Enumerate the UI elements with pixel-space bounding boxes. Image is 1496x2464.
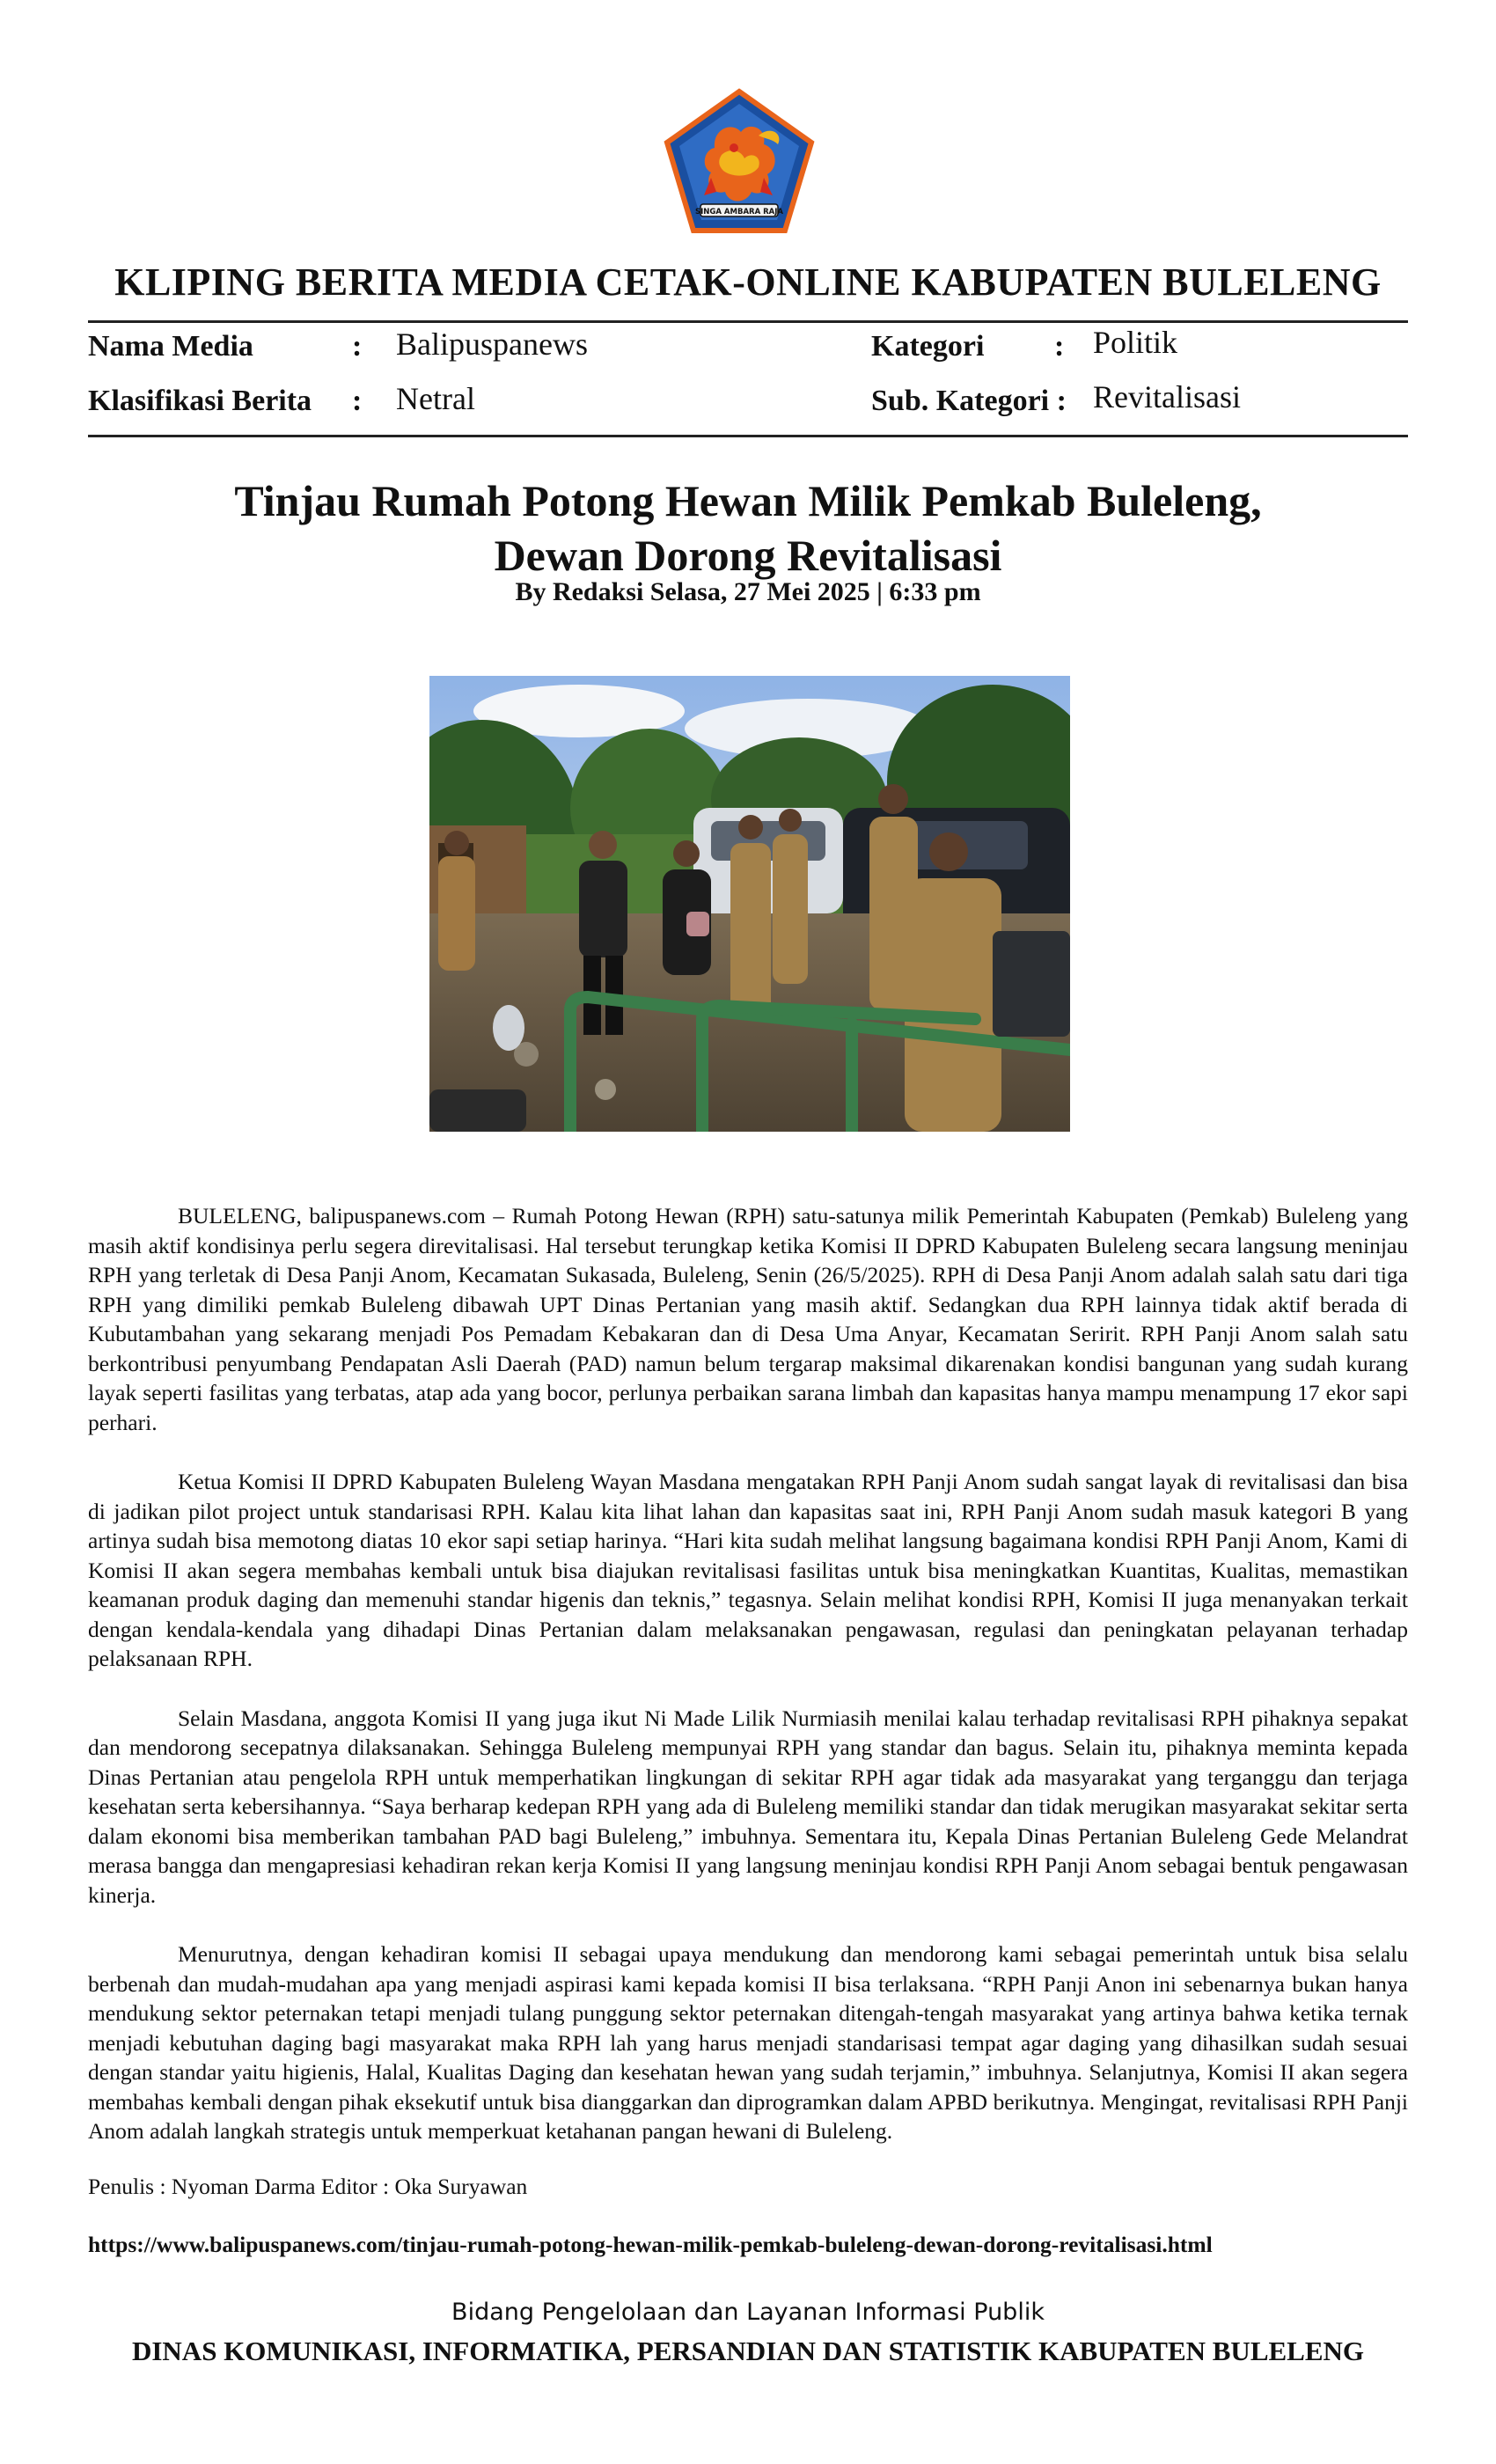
nama-media-colon: : bbox=[352, 330, 363, 363]
article-title-line-2: Dewan Dorong Revitalisasi bbox=[494, 531, 1002, 580]
klasifikasi-value: Netral bbox=[396, 381, 475, 416]
article-paragraph-2: Ketua Komisi II DPRD Kabupaten Buleleng Wayan Masdana mengatakan RPH Panji Anom sudah sangat layak di revitalisasi dan bisa di jadikan pilot project untuk standarisasi RPH. Kalau kita lihat lahan dan kapasitas saat ini, RPH Panji Anom sudah masuk kategori B yang artinya sudah bisa memotong diatas 10 ekor sapi setiap harinya. “Hari kita sudah melihat langsung bagaimana kondisi RPH Panji Anom, Kami di Komisi II akan segera membahas kembali untuk bisa diajukan revitalisasi fasilitas untuk bisa meningkatkan Kuantitas, Kualitas, memastikan keamanan produk daging dan memenuhi standar higenis dan teknis,” tegasnya. Selain melihat kondisi RPH, Komisi II juga menanyakan terkait dengan kendala-kendala yang dihadapi Dinas Pertanian dalam melaksanakan pengawasan, regulasi dan peningkatan pelayanan terhadap pelaksanaan RPH. bbox=[88, 1469, 1408, 1671]
klasifikasi-colon: : bbox=[352, 385, 363, 417]
sub-kategori-value: Revitalisasi bbox=[1093, 379, 1241, 414]
article-title bbox=[0, 473, 1496, 583]
sub-kategori-label: Sub. Kategori : bbox=[871, 385, 1067, 417]
kategori-colon: : bbox=[1054, 330, 1065, 363]
klasifikasi-label: Klasifikasi Berita bbox=[88, 385, 312, 417]
nama-media-label: Nama Media bbox=[88, 330, 253, 363]
footer-division: Bidang Pengelolaan dan Layanan Informasi Publik bbox=[451, 2299, 1045, 2326]
article-paragraph-4: Menurutnya, dengan kehadiran komisi II sebagai upaya mendukung dan mendorong kami sebagai pemerintah untuk bisa selalu berbenah dan mudah-mudahan apa yang menjadi aspirasi kami kepada komisi II bisa terlaksana. “RPH Panji Anon ini sebenarnya bukan hanya mendukung sektor peternakan tetapi menjadi tulang punggung sektor peternakan ditengah-tengah masyarakat yang artinya bahwa ketika ternak menjadi kebutuhan daging bagi masyarakat maka RPH lah yang harus menjadi standarisasi tempat agar daging yang dihasilkan sudah sesuai dengan standar yaitu higienis, Halal, Kualitas Daging dan kesehatan hewan yang sudah terjamin,” imbuhnya. Selanjutnya, Komisi II akan segera membahas kembali dengan pihak eksekutif untuk bisa dianggarkan dan diprogramkan dalam APBD berikutnya. Mengingat, revitalisasi RPH Panji Anom adalah langkah strategis untuk memperkuat ketahanan pangan hewani di Buleleng. bbox=[88, 1941, 1408, 2144]
emblem-motto-text: SINGA AMBARA RAJA bbox=[695, 208, 783, 216]
article-photo bbox=[429, 676, 1070, 1132]
kategori-value: Politik bbox=[1093, 325, 1178, 360]
header-bottom-rule bbox=[88, 435, 1408, 437]
header-top-rule bbox=[88, 320, 1408, 323]
clipping-header-title: KLIPING BERITA MEDIA CETAK-ONLINE KABUPATEN BULELENG bbox=[114, 260, 1382, 304]
article-paragraph-1: BULELENG, balipuspanews.com – Rumah Potong Hewan (RPH) satu-satunya milik Pemerintah Kabupaten (Pemkab) Buleleng yang masih aktif kondisinya perlu segera direvitalisasi. Hal tersebut terungkap ketika Komisi II DPRD Kabupaten Buleleng secara langsung meninjau RPH yang terletak di Desa Panji Anom, Kecamatan Sukasada, Buleleng, Senin (26/5/2025). RPH di Desa Panji Anom adalah salah satu dari tiga RPH yang dimiliki pemkab Buleleng dibawah UPT Dinas Pertanian yang masih aktif. Sedangkan dua RPH lainnya tidak aktif berada di Kubutambahan yang sekarang menjadi Pos Pemadam Kebakaran dan di Desa Uma Anyar, Kecamatan Seririt. RPH Panji Anom salah satu berkontribusi penyumbang Pendapatan Asli Daerah (PAD) namun belum tergarap maksimal dikarenakan kondisi bangunan yang sudah kurang layak seperti fasilitas yang terbatas, atap ada yang bocor, perlunya perbaikan sarana limbah dan kapasitas hanya mampu menampung 17 ekor sapi perhari. bbox=[88, 1203, 1408, 1435]
footer-agency: DINAS KOMUNIKASI, INFORMATIKA, PERSANDIAN DAN STATISTIK KABUPATEN BULELENG bbox=[131, 2336, 1365, 2366]
article-body bbox=[88, 1201, 1408, 2176]
author-editor-credit: Penulis : Nyoman Darma Editor : Oka Suryawan bbox=[88, 2174, 528, 2199]
article-byline: By Redaksi Selasa, 27 Mei 2025 | 6:33 pm bbox=[515, 577, 981, 606]
kategori-label: Kategori bbox=[871, 330, 985, 363]
nama-media-value: Balipuspanews bbox=[396, 326, 588, 362]
buleleng-emblem-logo bbox=[660, 86, 818, 236]
source-url[interactable]: https://www.balipuspanews.com/tinjau-rumah-potong-hewan-milik-pemkab-buleleng-dewan-dorong-revitalisasi.html bbox=[88, 2232, 1213, 2257]
article-paragraph-3: Selain Masdana, anggota Komisi II yang juga ikut Ni Made Lilik Nurmiasih menilai kalau terhadap revitalisasi RPH pihaknya sepakat dan mendorong secepatnya dilaksanakan. Sehingga Buleleng mempunyai RPH yang standar dan bagus. Selain itu, pihaknya meminta kepada Dinas Pertanian atau pengelola RPH untuk memperhatikan lingkungan di sekitar RPH agar tidak ada masyarakat yang terganggu dan terjaga kesehatan serta kebersihannya. “Saya berharap kedepan RPH yang ada di Buleleng memiliki standar dan tidak merugikan masyarakat sekitar serta dalam ekonomi bisa memberikan tambahan PAD bagi Buleleng,” imbuhnya. Sementara itu, Kepala Dinas Pertanian Buleleng Gede Melandrat merasa bangga dan mengapresiasi kehadiran rekan kerja Komisi II yang langsung meninjau kondisi RPH Panji Anom sebagai bentuk pengawasan kinerja. bbox=[88, 1705, 1408, 1908]
article-title-line-1: Tinjau Rumah Potong Hewan Milik Pemkab Buleleng, bbox=[234, 476, 1262, 525]
